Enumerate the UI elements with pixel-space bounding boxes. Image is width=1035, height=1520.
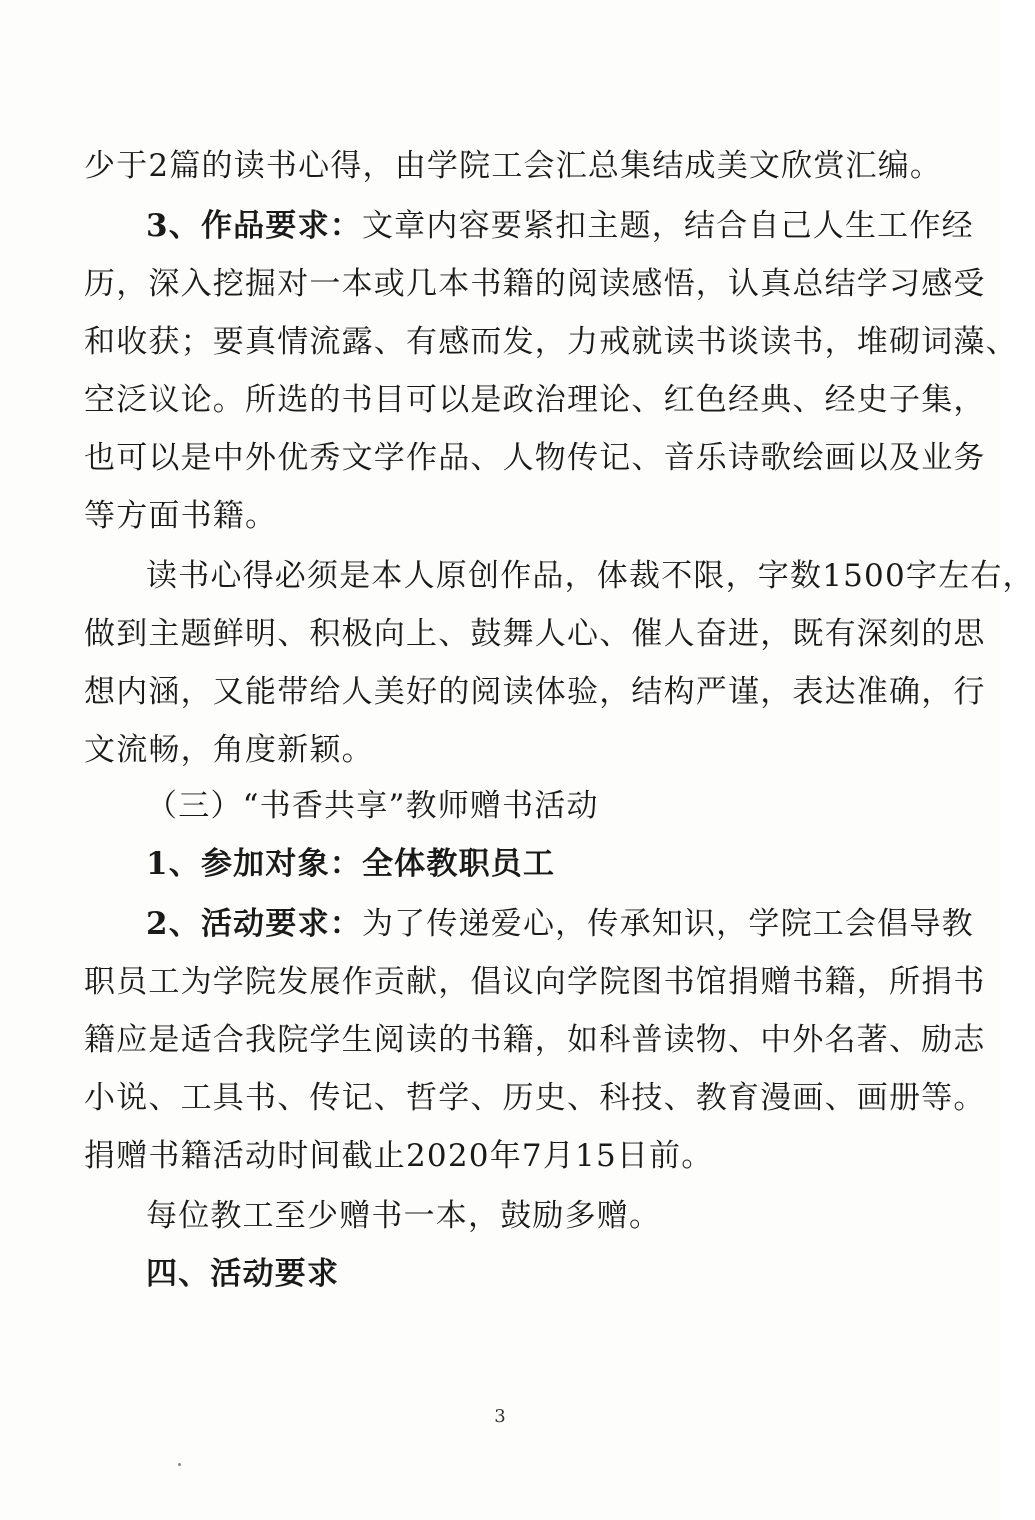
paragraph-line: 职员工为学院发展作贡献，倡议向学院图书馆捐赠书籍，所捐书: [84, 964, 986, 1000]
section-heading: 四、活动要求: [146, 1256, 340, 1292]
item-heading: 1、参加对象：全体教职员工: [146, 846, 556, 882]
paragraph-line: 也可以是中外优秀文学作品、人物传记、音乐诗歌绘画以及业务: [84, 440, 986, 476]
paragraph-line: 历，深入挖掘对一本或几本书籍的阅读感悟，认真总结学习感受: [84, 266, 986, 302]
section-heading: （三）“书香共享”教师赠书活动: [146, 788, 599, 824]
paragraph-line: 读书心得必须是本人原创作品，体裁不限，字数1500字左右，: [146, 558, 1035, 594]
paragraph-line: [146, 206, 974, 246]
paragraph-line: 少于2篇的读书心得，由学院工会汇总集结成美文欣赏汇编。: [84, 148, 943, 184]
page-number: 3: [494, 1406, 506, 1427]
paragraph-line: 等方面书籍。: [84, 498, 278, 534]
paragraph-line: 文流畅，角度新颖。: [84, 732, 374, 768]
paragraph-line: 空泛议论。所选的书目可以是政治理论、红色经典、经史子集，: [84, 382, 986, 418]
paragraph-line: [146, 904, 974, 944]
item-text: 为了传递爱心，传承知识，学院工会倡导教: [361, 906, 974, 942]
paragraph-line: 小说、工具书、传记、哲学、历史、科技、教育漫画、画册等。: [84, 1080, 986, 1116]
item-label: 3、作品要求：: [146, 208, 362, 244]
paragraph-line: 想内涵，又能带给人美好的阅读体验，结构严谨，表达准确，行: [84, 674, 986, 710]
item-label: 2、活动要求：: [146, 906, 362, 942]
paragraph-line: 捐赠书籍活动时间截止2020年7月15日前。: [84, 1138, 714, 1174]
scan-speck: [178, 1463, 181, 1466]
paragraph-line: 籍应是适合我院学生阅读的书籍，如科普读物、中外名著、励志: [84, 1022, 986, 1058]
paragraph-line: 和收获；要真情流露、有感而发，力戒就读书谈读书，堆砌词藻、: [84, 324, 1018, 360]
paragraph-line: 做到主题鲜明、积极向上、鼓舞人心、催人奋进，既有深刻的思: [84, 616, 986, 652]
item-text: 文章内容要紧扣主题，结合自己人生工作经: [361, 208, 974, 244]
paragraph-line: 每位教工至少赠书一本，鼓励多赠。: [146, 1198, 662, 1234]
